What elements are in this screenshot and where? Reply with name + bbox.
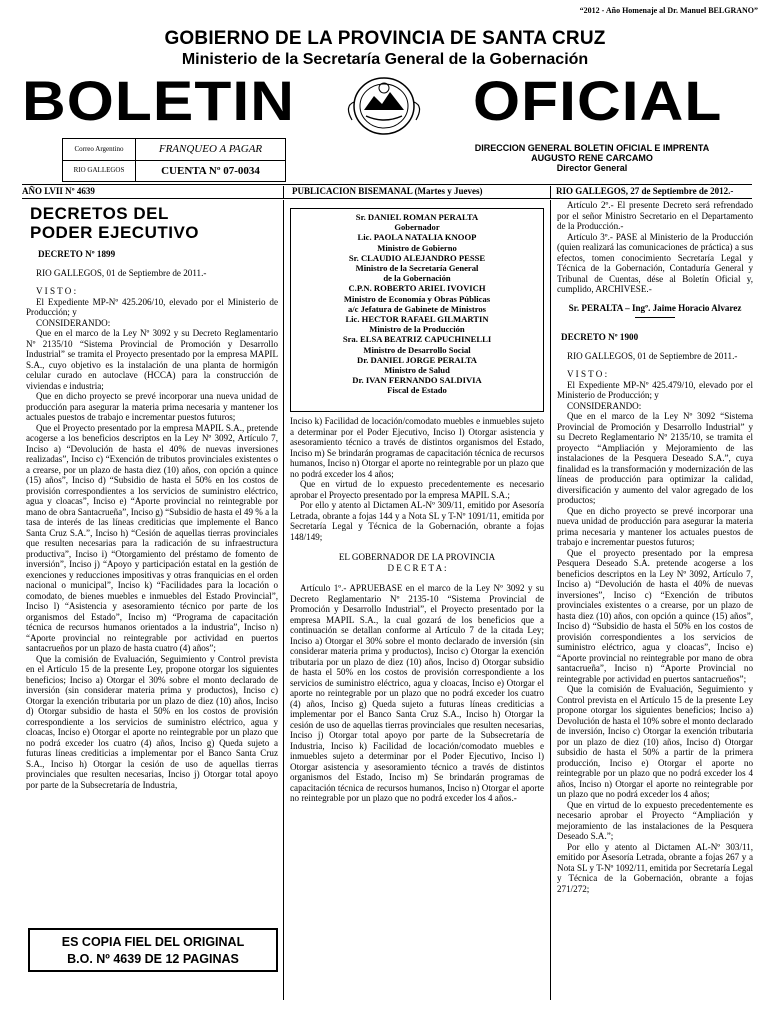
- copy-notice-box: [28, 928, 278, 972]
- considerando: CONSIDERANDO:: [36, 317, 111, 328]
- authorities-box: [290, 208, 544, 412]
- paragraph: Que en el marco de la Ley Nº 3092 “Sistema Provincial de Promoción y Desarrollo Industrial” y su Decreto Reglamentario Nº 2135/10, se tramita el proyecto “Ampliación y Mejoramiento de las instalaciones de la Pesquera Deseado S.A.”, cuya finalidad es la transformación y modernización de las líneas de producción para optimizar la calidad, diversificación y aumento del valor agregado de los productos;: [557, 411, 753, 505]
- authority-line: Sr. DANIEL ROMAN PERALTA: [355, 212, 479, 222]
- authority-line: Fiscal de Estado: [387, 385, 447, 396]
- signature: Sr. PERALTA – Ingº. Jaime Horacio Alvarez: [568, 302, 742, 313]
- franqueo-label: FRANQUEO A PAGAR: [136, 139, 285, 161]
- direction-block: [412, 143, 770, 173]
- authority-line: Ministro de Salud: [384, 365, 450, 376]
- visto: V I S T O :: [567, 369, 608, 379]
- section-title: [30, 204, 250, 242]
- paragraph: Que en dicho proyecto se prevé incorporar una nueva unidad de producción para asegurar la materia prima necesaria y mantener los actuales puestos de trabajo e incrementar puestos futuros;: [557, 505, 753, 547]
- authority-line: a/c Jefatura de Gabinete de Ministros: [347, 303, 487, 314]
- paragraph: Por ello y atento al Dictamen AL-Nº 309/11, emitido por Asesoría Letrada, obrante a fojas 144 y a Nota SL y T-Nº 1091/11, emitida por Secretaría Legal y Técnica de la Gobernación, obrante a fojas 148/149;: [290, 500, 544, 542]
- paragraph: Inciso k) Facilidad de locación/comodato muebles e inmuebles sujeto a determinar por el Poder Ejecutivo, Inciso l) Otorgar asistencia y asesoramiento técnico a través de distintos organismos del Estado, Inciso m) Se brindarán programas de capacitación técnica de recursos humanos, Inciso n) Otorgar el aporte no reintegrable por un plazo que no podrá exceder los 4 años;: [290, 416, 544, 479]
- paragraph: Que en virtud de lo expuesto precedentemente es necesario aprobar el Proyecto “Ampliación y mejoramiento de las instalaciones de la Pesquera Deseado S.A.”;: [557, 799, 753, 841]
- authority-line: Ministro de la Producción: [369, 324, 465, 335]
- header-divider-1: [283, 186, 284, 198]
- visto: V I S T O :: [36, 286, 77, 296]
- paragraph: Por ello y atento al Dictamen AL-Nº 303/11, emitido por Asesoría Letrada, obrante a fojas 267 y a Nota SL y T-Nº 1092/11, emitida por Secretaría Legal y Técnica de la Gobernación, obrante a fojas 271/272;: [557, 841, 753, 894]
- decree-number: DECRETO Nº 1899: [38, 249, 116, 259]
- authority-line: Lic. HECTOR RAFAEL GILMARTIN: [345, 314, 489, 325]
- column-1: [26, 249, 278, 921]
- director-title: Director General: [556, 163, 628, 173]
- paragraph: Que en el marco de la Ley Nº 3092 y su Decreto Reglamentario Nº 2135/10 “Sistema Provincial de Promoción y Desarrollo Industrial” se tramita el Proyecto presentado por la empresa MAPIL S.A., cuyo objetivo es la instalación de una planta de hormigón celular curado en autoclave (HCCA) para la construcción de viviendas e industria;: [26, 328, 278, 391]
- paragraph: Que la comisión de Evaluación, Seguimiento y Control prevista en el Artículo 15 de la presente Ley propone otorgar los siguientes beneficios; Inciso a) Devolución de hasta el 10% sobre el monto declarado de inversión, Inciso c) Otorgar la exención tributaria por un plazo de diez (10) años, Inciso d) Otorgar subsidio de hasta el 50% a partir de la primera producción, Inciso e) Otorgar el aporte no reintegrable por un plazo que no podrá exceder los 4 años, Inciso n) Otorgar el aporte no reintegrable por un plazo que no podrá exceder los 4 años;: [557, 684, 753, 799]
- authority-line: Sr. CLAUDIO ALEJANDRO PESSE: [348, 252, 486, 263]
- decree-number: DECRETO Nº 1900: [561, 332, 639, 342]
- column-divider-1: [283, 200, 284, 1000]
- paragraph: Que el proyecto presentado por la empresa Pesquera Deseado S.A. pretende acogerse a los beneficios descriptos en la Ley Nº 3092, Artículo 7, Inciso a) “Devolución de hasta el 40% de nuevas inversiones”, Inciso c) “Exención de tributos provinciales existentes o a crearse, por un plazo de hasta diez (10) años, con opción a quince (15) años”, Inciso d) “Subsidio de hasta el 50% en los costos de provisión correspondientes a los servicios de suministro eléctrico, agua y cloacas”, Inciso e) “Aporte provincial no reintegrable por mano de obra santacrueña”, Inciso n) “Aporte Provincial no reintegrable por actividad en puertos santacrueños”;: [557, 547, 753, 684]
- considerando: CONSIDERANDO:: [567, 400, 642, 411]
- top-note: “2012 - Año Homenaje al Dr. Manuel BELGRANO”: [579, 6, 758, 15]
- authority-line: Ministro de Economía y Obras Públicas: [343, 293, 491, 304]
- authority-line: Gobernador: [394, 222, 440, 233]
- decree-date: RIO GALLEGOS, 01 de Septiembre de 2011.-: [36, 267, 207, 278]
- header-divider-2: [550, 186, 551, 198]
- postal-box: [62, 138, 286, 182]
- province-seal-icon: [330, 72, 438, 136]
- issue-date: RIO GALLEGOS, 27 de Septiembre de 2012.-: [556, 186, 734, 196]
- authority-line: Dr. DANIEL JORGE PERALTA: [356, 354, 478, 365]
- paragraph: Que la comisión de Evaluación, Seguimiento y Control prevista en el Artículo 15 de la presente Ley, propone otorgar los siguientes beneficios; Inciso a) Otorgar el 30% sobre el monto declarado de inversión (sin considerar materia prima y productos), Inciso c) Otorgar la exención tributaria por un plazo de diez (10) años, Inciso d) Otorgar subsidio de hasta el 50% en los costos de provisión correspondiente a los servicios de suministro eléctrico, agua y cloacas, Inciso e) Otorgar el aporte no reintegrable por un plazo que no podrá exceder los cuatro (4) años, Inciso g) Queda sujeto a futuras líneas crediticias a implementar por el Banco Santa Cruz S.A., Inciso h) Otorgar la cesión de uso de aquellas tierras provinciales que resulten necesarias, Inciso j) Otorgar total apoyo por parte de la Subsecretaría de Industria,: [26, 653, 278, 790]
- article-3: Artículo 3º.- PASE al Ministerio de la Producción (quien realizará las comunicaciones de práctica) a sus efectos, tomen conocimiento Secretaría Legal y Técnica de la Gobernación, Contaduría General y Tribunal de Cuentas, dése al Boletín Oficial y, cumplido, ARCHIVESE.-: [557, 231, 753, 294]
- postal-city: RIO GALLEGOS: [73, 166, 125, 175]
- authority-line: Lic. PAOLA NATALIA KNOOP: [357, 232, 477, 243]
- column-3: [557, 200, 753, 1000]
- header-rule-top: [22, 184, 752, 185]
- section-title-line2: PODER EJECUTIVO: [30, 223, 200, 242]
- authority-line: C.P.N. ROBERTO ARIEL IVOVICH: [348, 283, 486, 294]
- cuenta-number: CUENTA Nº 07-0034: [161, 164, 260, 177]
- authority-line: Ministro de Desarrollo Social: [363, 344, 471, 355]
- authority-line: Ministro de la Secretaría General: [355, 263, 479, 274]
- direction-name: DIRECCION GENERAL BOLETIN OFICIAL E IMPRENTA: [474, 143, 710, 153]
- decreta-heading: D E C R E T A :: [387, 562, 447, 573]
- copy-notice-line1: ES COPIA FIEL DEL ORIGINAL: [61, 935, 245, 949]
- decree-date: RIO GALLEGOS, 01 de Septiembre de 2011.-: [567, 350, 738, 361]
- paragraph: El Expediente MP-Nº 425.479/10, elevado por el Ministerio de Producción; y: [557, 379, 753, 400]
- section-title-line1: DECRETOS DEL: [30, 204, 169, 223]
- paragraph: El Expediente MP-Nº 425.206/10, elevado por el Ministerio de Producción; y: [26, 296, 278, 317]
- director-name: AUGUSTO RENE CARCAMO: [531, 153, 653, 163]
- authority-line: de la Gobernación: [383, 273, 451, 284]
- year-number: AÑO LVII Nº 4639: [22, 186, 95, 196]
- masthead-oficial: OFICIAL: [473, 69, 723, 132]
- article-1: Artículo 1º.- APRUEBASE en el marco de la Ley Nº 3092 y su Decreto Reglamentario Nº 2135-10 “Sistema Provincial de Promoción y Desarrollo Industrial”, el Proyecto presentado por la empresa MAPIL S.A., la cual gozará de los beneficios que a continuación se detallan conforme al Artículo 7 de la citada Ley; Inciso a) Otorgar el 30% sobre el monto declarado de inversión (sin considerar materia prima y productos), Inciso c) Otorgar la exención tributaria por un plazo de diez (10) años, Inciso d) Otorgar subsidio de hasta el 50% en los costos de provisión correspondiente a los servicios de suministro eléctrico, agua y cloacas, Inciso e) Otorgar el aporte no reintegrable por un plazo que no podrá exceder los cuatro (4) años, Inciso g) Queda sujeto a futuras líneas crediticias a implementar por el Banco Santa Cruz S.A., Inciso h) Otorgar la cesión de uso de aquellas tierras provinciales que resulten necesarias, Inciso j) Otorgar total apoyo por parte de la Subsecretaría de Industria, Inciso k) Facilidad de locación/comodato muebles e inmuebles sujeto a determinar por el Poder Ejecutivo, Inciso l) Otorgar asistencia y asesoramiento técnico a través de distintos organismos del Estado, Inciso m) Se brindarán programas de capacitación técnica de recursos humanos, Inciso n) Otorgar el aporte no reintegrable por un plazo que no podrá exceder los 4 años.-: [290, 583, 544, 803]
- paragraph: Que el Proyecto presentado por la empresa MAPIL S.A., pretende acogerse a los beneficios descriptos en la Ley Nº 3092, Artículo 7, Inciso a) “Devolución de hasta el 40% de nuevas inversiones realizadas”, Inciso c) “Exención de tributos provinciales existentes o a crearse, por un plazo de hasta diez (10) años, con opción a quince (15) años”, Inciso d) “Subsidio de hasta el 50% en los costos de provisión correspondientes a los servicios de suministro eléctrico, agua y cloacas”, Inciso e) “Aporte provincial no reintegrable por mano de obra Santacrueña”, Inciso g) “Subsidio de hasta el 49 % a la tasa de interés de las líneas crediticias que implemente el Banco Santa Cruz S.A.”, Inciso h) “Cesión de aquellas tierras provinciales que resulten necesarias para la radicación de su infraestructura productiva”, Inciso i) “Otorgamiento del préstamo de fomento de inversión”, Inciso j) “Apoyo y participación estatal en la gestión de exenciones y reducciones impositivas y otras franquicias en el orden nacional o municipal”, Inciso k) “Facilidades para la locación o comodato, de bienes muebles e inmuebles del Estado Provincial”, Inciso l) “Asistencia y asesoramiento técnico por parte de los organismos del Estado”, Inciso m) “Programa de capacitación técnica de recursos humanos orientados a la industria”, Inciso n) “Aporte provincial no reintegrable por actividad en puertos santacrueños por un plazo de hasta cuatro (4) años”;: [26, 422, 278, 653]
- column-2: [290, 416, 544, 1000]
- paragraph: Que en virtud de lo expuesto precedentemente es necesario aprobar el Proyecto presentado por la empresa MAPIL S.A.;: [290, 479, 544, 500]
- publication-frequency: PUBLICACION BISEMANAL (Martes y Jueves): [292, 186, 483, 196]
- government-title: GOBIERNO DE LA PROVINCIA DE SANTA CRUZ: [164, 28, 606, 49]
- postal-carrier: Correo Argentino: [63, 139, 135, 161]
- authority-line: Ministro de Gobierno: [377, 242, 457, 253]
- masthead-boletin: BOLETIN: [22, 69, 295, 132]
- authority-line: Sra. ELSA BEATRIZ CAPUCHINELLI: [342, 334, 492, 345]
- ministry-title: Ministerio de la Secretaría General de la Gobernación: [181, 51, 589, 68]
- authority-line: Dr. IVAN FERNANDO SALDIVIA: [352, 375, 482, 386]
- copy-notice-line2: B.O. Nº 4639 DE 12 PAGINAS: [67, 952, 239, 966]
- article-2: Artículo 2º.- El presente Decreto será refrendado por el señor Ministro Secretario en el Departamento de la Producción.-: [557, 200, 753, 231]
- paragraph: Que en dicho proyecto se prevé incorporar una nueva unidad de producción para asegurar la materia prima necesaria y mantener los actuales puestos de trabajo e incrementar puestos futuros;: [26, 391, 278, 422]
- governor-heading: EL GOBERNADOR DE LA PROVINCIA: [338, 552, 496, 562]
- header-rule-bottom: [22, 198, 752, 199]
- column-divider-2: [550, 200, 551, 1000]
